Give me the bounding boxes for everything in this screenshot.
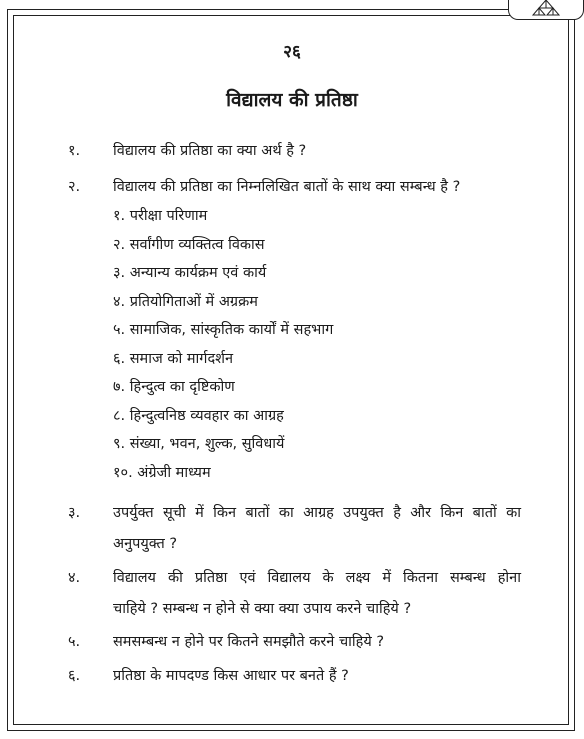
list-item: १. परीक्षा परिणाम [113,208,208,224]
question-line: उपर्युक्त सूची में किन बातों का आग्रह उपयुक्त है और किन बातों का [113,505,521,521]
question-number: ६. [68,668,81,684]
question-number: ४. [68,570,81,586]
corner-tab [508,0,584,20]
list-item: ५. सामाजिक, सांस्कृतिक कार्यों में सहभाग [113,322,334,338]
question-text [113,501,521,557]
list-item: ३. अन्यान्य कार्यक्रम एवं कार्य [113,265,267,281]
list-item: ६. समाज को मार्गदर्शन [113,351,234,367]
question-number: १. [68,143,81,159]
list-item: ७. हिन्दुत्व का दृष्टिकोण [113,379,235,395]
list-item: २. सर्वांगीण व्यक्तित्व विकास [113,237,265,253]
page-title: विद्यालय की प्रतिष्ठा [226,89,358,111]
list-item: १०. अंग्रेजी माध्यम [113,465,211,481]
question-text [113,566,521,622]
question-number: २. [68,179,81,195]
list-item: ४. प्रतियोगिताओं में अग्रक्रम [113,294,258,310]
question-text: प्रतिष्ठा के मापदण्ड किस आधार पर बनते हैं ? [113,668,349,684]
question-line: चाहिये ? सम्बन्ध न होने से क्या क्या उपाय करने चाहिये ? [113,601,412,617]
question-number: ५. [68,634,81,650]
question-number: ३. [68,505,81,521]
question-text: विद्यालय की प्रतिष्ठा का निम्नलिखित बातों के साथ क्या सम्बन्ध है ? [113,179,461,195]
question-line: अनुपयुक्त ? [113,536,178,552]
emblem-icon [529,0,563,16]
question-text: विद्यालय की प्रतिष्ठा का क्या अर्थ है ? [113,143,307,159]
chapter-number: २६ [283,42,301,62]
list-item: ९. संख्या, भवन, शुल्क, सुविधायें [113,436,285,452]
question-line: विद्यालय की प्रतिष्ठा एवं विद्यालय के लक्ष्य में कितना सम्बन्ध होना [113,570,521,586]
list-item: ८. हिन्दुत्वनिष्ठ व्यवहार का आग्रह [113,408,284,424]
question-text: समसम्बन्ध न होने पर कितने समझौते करने चाहिये ? [113,634,385,650]
